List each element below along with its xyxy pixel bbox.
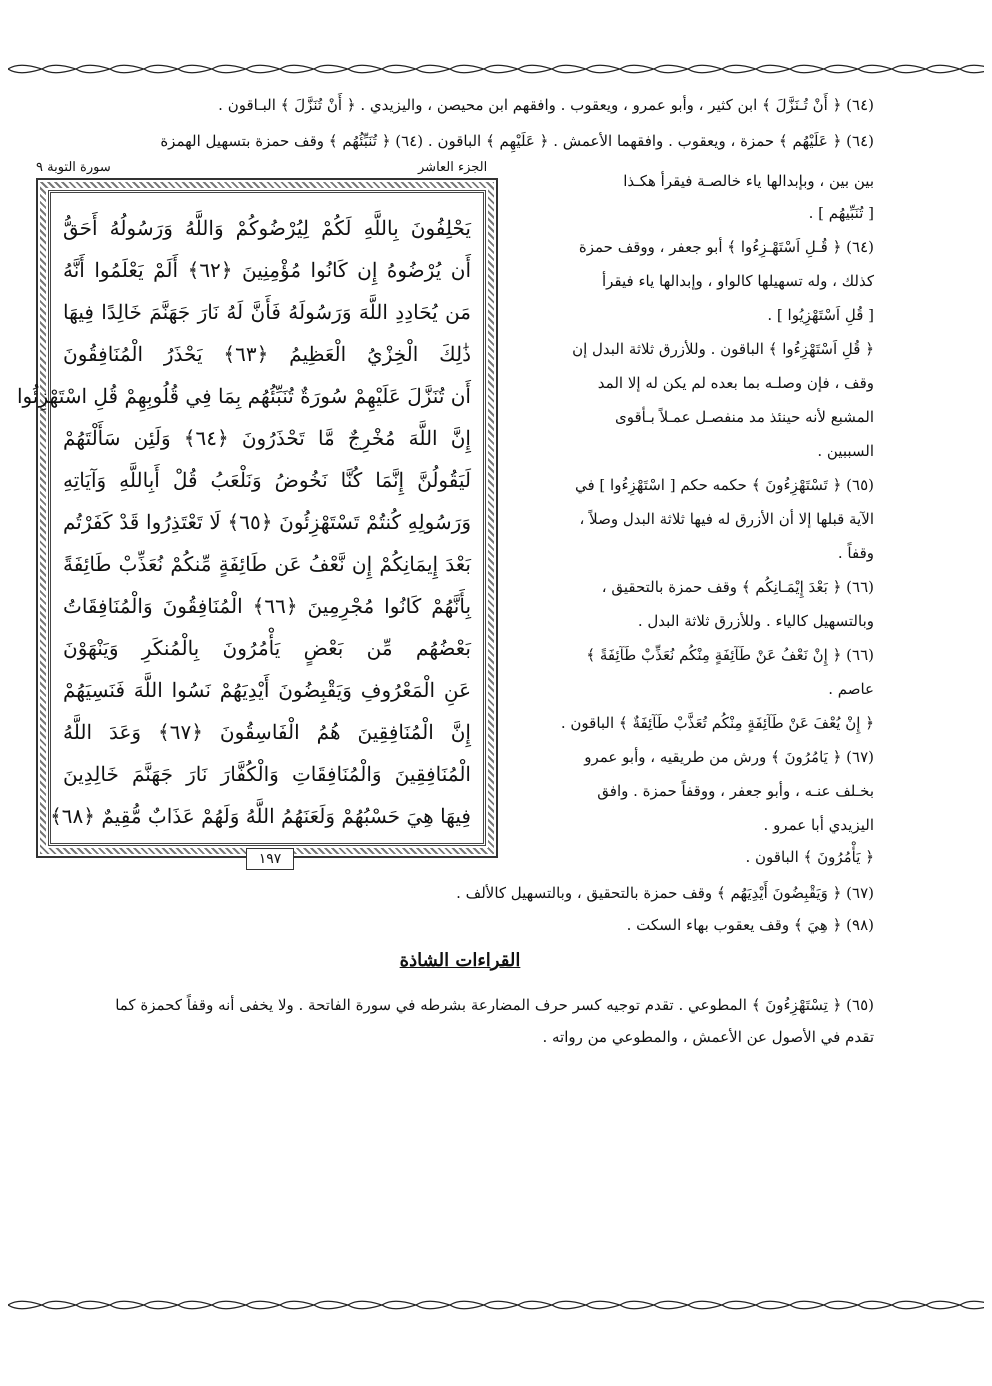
- quran-line: مَن يُحَادِدِ اللَّهَ وَرَسُولَهُ فَأَنَّ لَهُ نَارَ جَهَنَّمَ خَالِدًا فِيهَا: [63, 300, 471, 324]
- col-line: (٦٥) ﴿ تَسْتَهْزِءُونَ ﴾ حكمه حكم [ اسْتَهْزِءُوا ] في: [574, 476, 874, 494]
- col-line: وقف ، فإن وصلـه بما بعده لم يكن له إلا المد: [597, 374, 874, 392]
- quran-line: الْمُنَافِقِينَ وَالْمُنَافِقَاتِ وَالْكُفَّارَ نَارَ جَهَنَّمَ خَالِدِينَ: [63, 762, 471, 786]
- col-line: ﴿ قُلِ اَسْتَهْزِءُوا ﴾ الباقون . وللأزرق ثلاثة البدل إن: [572, 340, 874, 358]
- quran-line: أَن يُرْضُوهُ إِن كَانُوا مُؤْمِنِينَ ﴿٦٢﴾ أَلَمْ يَعْلَمُوا أَنَّهُ: [63, 258, 472, 282]
- quran-line: بِأَنَّهُمْ كَانُوا مُجْرِمِينَ ﴿٦٦﴾ الْمُنَافِقُونَ وَالْمُنَافِقَاتُ: [63, 594, 472, 618]
- page-number: ١٩٧: [246, 848, 294, 870]
- quran-line: إِنَّ الْمُنَافِقِينَ هُمُ الْفَاسِقُونَ ﴿٦٧﴾ وَعَدَ اللَّهُ: [63, 720, 471, 744]
- after-line-1: (٦٧) ﴿ وَيَقْبِضُونَ أَيْدِيَهُم ﴾ وقف حمزة بالتحقيق ، وبالتسهيل كالألف .: [456, 884, 874, 902]
- quran-line: لَيَقُولُنَّ إِنَّمَا كُنَّا نَخُوضُ وَنَلْعَبُ قُلْ أَبِاللَّهِ وَآيَاتِهِ: [63, 468, 471, 492]
- col-line: (٦٧) ﴿ يَامُرُونَ ﴾ ورش من طريقيه ، وأبو عمرو: [584, 748, 874, 766]
- col-line: (٦٤) ﴿ قُـلِ اَسْتَهْـزِءُوا ﴾ أبو جعفر ، ووقف حمزة: [578, 238, 874, 256]
- col-line: (٦٦) ﴿ بَعْدَ إِيْمَـانِكُم ﴾ وقف حمزة بالتحقيق ،: [601, 578, 874, 596]
- col-line: ﴿ يَأْمُرُونَ ﴾ الباقون .: [745, 848, 874, 866]
- after-line-2: (٩٨) ﴿ هِيَ ﴾ وقف يعقوب بهاء السكت .: [626, 916, 874, 934]
- col-line: [ تُنَبِّيهُم ] .: [808, 204, 874, 222]
- sura-label: سورة التوبة ٩: [36, 160, 111, 175]
- col-line: المشبع لأنه حينئذ مد منفصـل عمـلاً بـأقوى: [615, 408, 874, 426]
- quran-frame: [16, 178, 498, 858]
- quran-line: وَرَسُولِهِ كُنتُمْ تَسْتَهْزِئُونَ ﴿٦٥﴾ لَا تَعْتَذِرُوا قَدْ كَفَرْتُم: [63, 510, 471, 534]
- col-line: وبالتسهيل كالياء . وللأزرق ثلاثة البدل .: [637, 612, 874, 630]
- quran-line: ذَٰلِكَ الْخِزْيُ الْعَظِيمُ ﴿٦٣﴾ يَحْذَرُ الْمُنَافِقُونَ: [63, 342, 471, 366]
- top-rope-border: [8, 64, 984, 74]
- quran-line: بَعْضُهُم مِّن بَعْضٍ يَأْمُرُونَ بِالْمُنكَرِ وَيَنْهَوْنَ: [63, 636, 471, 660]
- quran-line: عَنِ الْمَعْرُوفِ وَيَقْبِضُونَ أَيْدِيَهُمْ نَسُوا اللَّهَ فَنَسِيَهُمْ: [63, 678, 471, 702]
- col-line: بين بين ، وبإبدالها ياء خالصـة فيقرأ هكـذا: [623, 172, 874, 190]
- col-line: اليزيدي أبا عمرو .: [763, 816, 874, 834]
- bottom-rope-border: [8, 1300, 984, 1310]
- top-line-2: (٦٤) ﴿ عَلَيْهُم ﴾ حمزة ، ويعقوب . وافقهما الأعمش . ﴿ عَلَيْهِم ﴾ الباقون . (٦٤) ﴿ تُنَبِّئُهُم ﴾ وقف حمزة بتسهيل الهمزة: [160, 132, 874, 150]
- col-line: السببين .: [817, 442, 874, 460]
- quran-line: إِنَّ اللَّهَ مُخْرِجٌ مَّا تَحْذَرُونَ ﴿٦٤﴾ وَلَئِن سَأَلْتَهُمْ: [63, 426, 471, 450]
- col-line: (٦٦) ﴿ إِنْ نَعْفُ عَنْ طَآئِفَةٍ مِنْكُم نُعَذِّبْ طَآئِفَةً ﴾: [586, 646, 874, 664]
- col-line: عاصم .: [828, 680, 874, 698]
- col-line: ﴿ إِنْ يُعْفَ عَنْ طَآئِفَةٍ مِنْكُم تُعَذَّبْ طَآئِفَةٌ ﴾ الباقون .: [560, 714, 874, 732]
- shadhdha-line-1: (٦٥) ﴿ تِسْتَهْزِءُونَ ﴾ المطوعي . تقدم توجيه كسر حرف المضارعة بشرطه في سورة الفاتحة . ولا يخفى أنه وقفاً كحمزة كما: [115, 996, 874, 1014]
- section-heading: القراءات الشاذة: [399, 950, 521, 971]
- quran-line: بَعْدَ إِيمَانِكُمْ إِن نَّعْفُ عَن طَائِفَةٍ مِّنكُمْ نُعَذِّبْ طَائِفَةً: [63, 552, 471, 576]
- col-line: بخـلف عنـه ، وأبو جعفر ، ووقفاً حمزة . وافق: [597, 782, 874, 800]
- quran-line: يَحْلِفُونَ بِاللَّهِ لَكُمْ لِيُرْضُوكُمْ وَاللَّهُ وَرَسُولُهُ أَحَقُّ: [63, 216, 471, 240]
- juz-label: الجزء العاشر: [418, 160, 488, 175]
- col-line: [ قُلِ اَسْتَهْزِيُوا ] .: [767, 306, 874, 324]
- col-line: الآية قبلها إلا أن الأزرق له فيها ثلاثة البدل وصلاً ،: [579, 510, 874, 528]
- quran-line: فِيهَا هِيَ حَسْبُهُمْ وَلَعَنَهُمُ اللَّهُ وَلَهُمْ عَذَابٌ مُّقِيمٌ ﴿٦٨﴾: [50, 804, 471, 828]
- shadhdha-line-2: تقدم في الأصول عن الأعمش ، والمطوعي من رواته .: [542, 1028, 874, 1046]
- quran-line: أَن تُنَزَّلَ عَلَيْهِمْ سُورَةٌ تُنَبِّئُهُم بِمَا فِي قُلُوبِهِمْ قُلِ اسْتَهْزِئُوا: [16, 384, 471, 408]
- col-line: وقفاً .: [837, 544, 874, 562]
- col-line: كذلك ، وله تسهيلها كالواو ، وإبدالها ياء فيقرأ: [601, 272, 874, 290]
- quran-text-block: [16, 190, 486, 846]
- top-line-1: (٦٤) ﴿ أَنْ تُـنَزَّلَ ﴾ ابن كثير ، وأبو عمرو ، ويعقوب . وافقهم ابن محيصن ، واليزيدي . ﴿ أَنْ تُنَزَّلَ ﴾ البـاقون .: [218, 96, 874, 114]
